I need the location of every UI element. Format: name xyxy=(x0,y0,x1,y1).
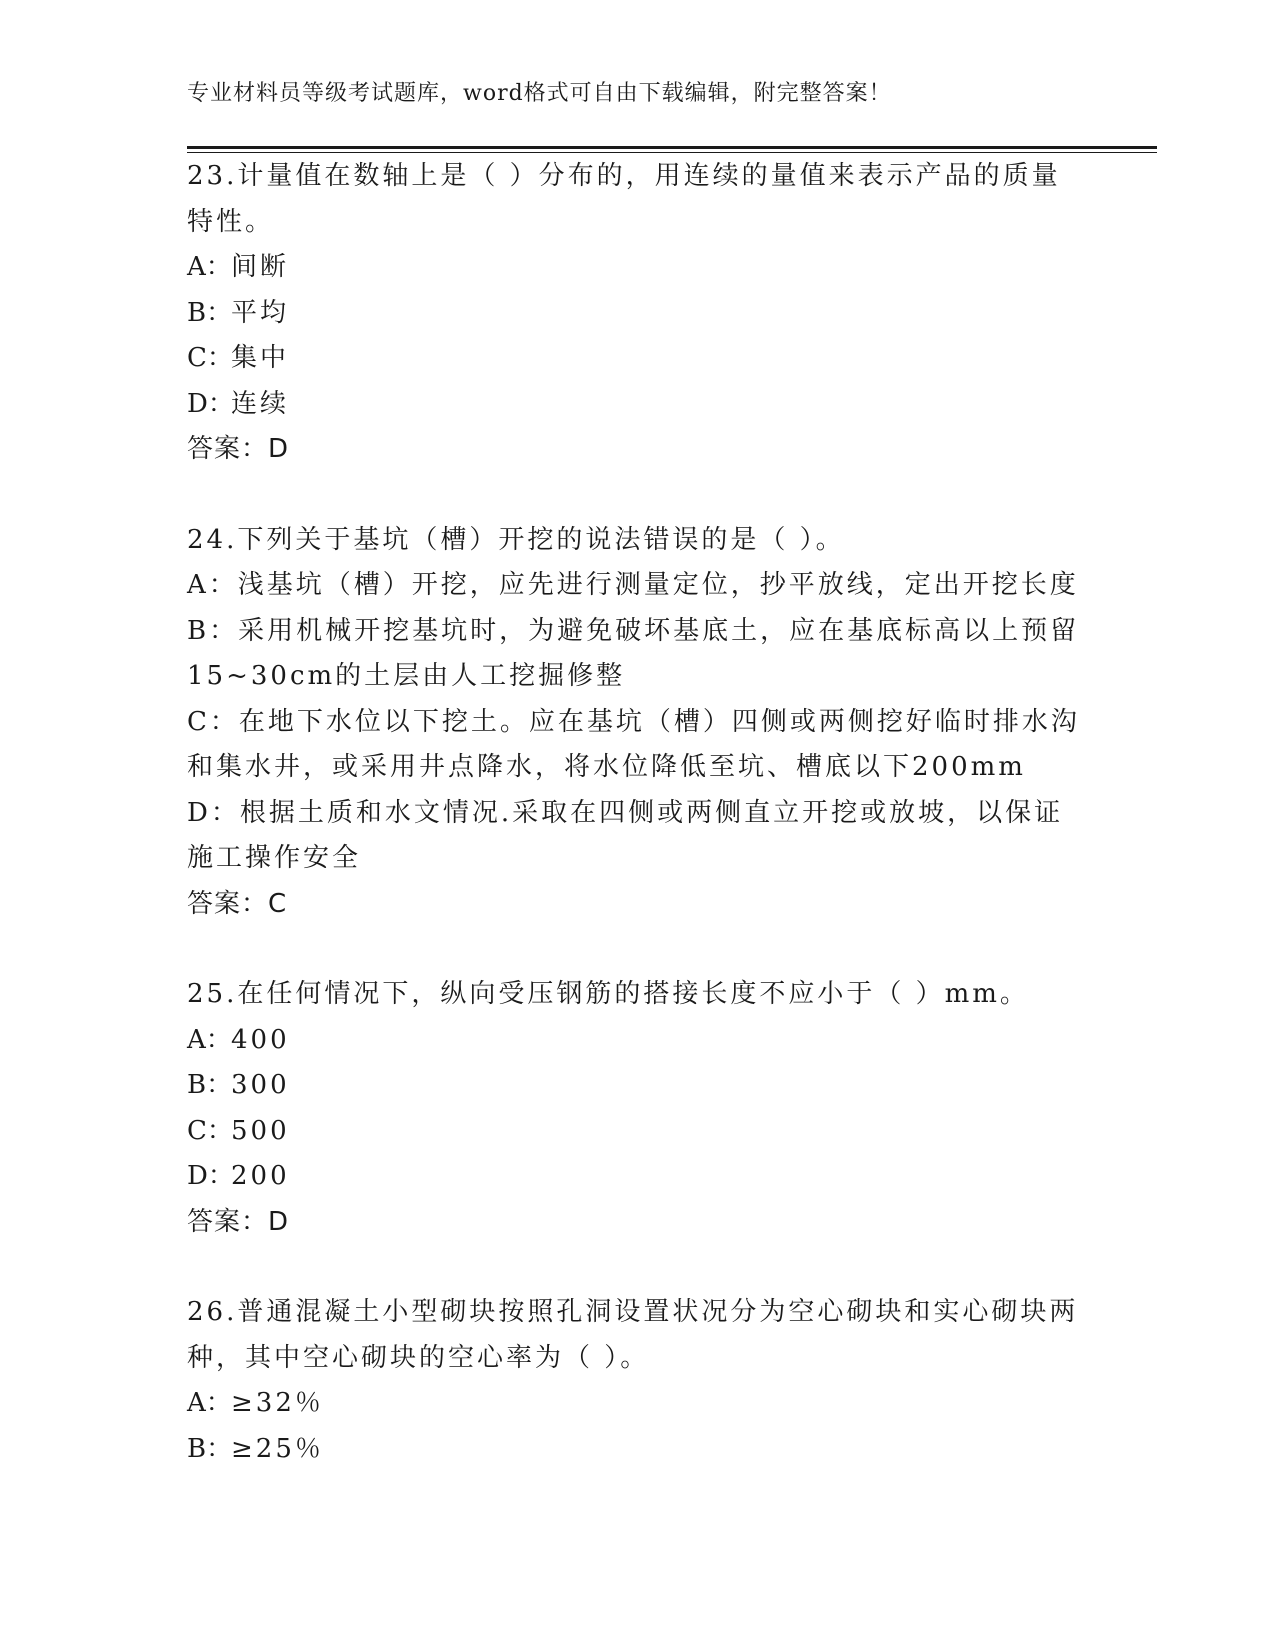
answer-line: 答案：D xyxy=(187,1206,290,1237)
option-a xyxy=(187,1018,1087,1064)
option-text: 集中 xyxy=(231,343,290,373)
option-text: ≥25％ xyxy=(231,1433,324,1464)
answer-line: 答案：D xyxy=(187,434,290,464)
question-25 xyxy=(187,972,1087,1245)
question-stem-line: 26.普通混凝土小型砌块按照孔洞设置状况分为空心砌块和实心砌块两 xyxy=(187,1297,1079,1327)
option-text: 平均 xyxy=(231,297,290,328)
option-text: 300 xyxy=(231,1070,290,1100)
option-b xyxy=(187,291,1087,337)
option-letter: D： xyxy=(187,1161,234,1191)
option-text: 400 xyxy=(231,1024,290,1055)
option-letter: A： xyxy=(187,252,232,282)
option-line: 和集水井，或采用井点降水，将水位降低至坑、槽底以下200mm xyxy=(187,752,1026,782)
option-line: B：采用机械开挖基坑时，为避免破坏基底土，应在基底标高以上预留 xyxy=(187,615,1080,646)
option-c xyxy=(187,1109,1087,1155)
option-text: ≥32％ xyxy=(231,1388,324,1418)
question-list xyxy=(187,154,1087,1517)
option-letter: B： xyxy=(187,1070,233,1100)
option-text: 间断 xyxy=(231,252,290,282)
question-stem-line: 种，其中空心砌块的空心率为（ ）。 xyxy=(187,1342,650,1373)
option-c xyxy=(187,336,1087,382)
option-a xyxy=(187,1381,1087,1427)
option-letter: D： xyxy=(187,388,234,419)
option-line: C：在地下水位以下挖土。应在基坑（槽）四侧或两侧挖好临时排水沟 xyxy=(187,706,1080,737)
question-stem-line: 24.下列关于基坑（槽）开挖的说法错误的是（ ）。 xyxy=(187,524,845,555)
question-stem-line: 25.在任何情况下，纵向受压钢筋的搭接长度不应小于（ ）mm。 xyxy=(187,979,1029,1009)
answer-line: 答案：C xyxy=(187,888,288,919)
option-line: 施工操作安全 xyxy=(187,843,362,873)
option-letter: C： xyxy=(187,1115,233,1146)
option-line: D：根据土质和水文情况.采取在四侧或两侧直立开挖或放坡，以保证 xyxy=(187,797,1064,828)
page-header: 专业材料员等级考试题库，word格式可自由下载编辑，附完整答案！ xyxy=(187,81,892,106)
option-line: 15~30cm的土层由人工挖掘修整 xyxy=(187,661,626,691)
header-rule-thick xyxy=(187,146,1157,149)
option-b xyxy=(187,1427,1087,1473)
header-rule-thin xyxy=(187,152,1157,153)
option-text: 连续 xyxy=(231,388,290,419)
option-a xyxy=(187,245,1087,291)
question-26 xyxy=(187,1290,1087,1472)
option-letter: B： xyxy=(187,1433,233,1464)
option-letter: B： xyxy=(187,297,233,328)
question-23 xyxy=(187,154,1087,473)
option-b xyxy=(187,1063,1087,1109)
option-d xyxy=(187,1154,1087,1200)
question-24 xyxy=(187,518,1087,928)
option-d xyxy=(187,382,1087,428)
question-stem-line: 特性。 xyxy=(187,206,275,237)
option-text: 200 xyxy=(231,1161,290,1191)
option-letter: C： xyxy=(187,343,233,373)
option-letter: A： xyxy=(187,1388,232,1418)
question-stem-line: 23.计量值在数轴上是（ ）分布的，用连续的量值来表示产品的质量 xyxy=(187,161,1061,191)
option-line: A：浅基坑（槽）开挖，应先进行测量定位，抄平放线，定出开挖长度 xyxy=(187,570,1079,600)
option-text: 500 xyxy=(231,1115,290,1146)
option-letter: A： xyxy=(187,1024,232,1055)
